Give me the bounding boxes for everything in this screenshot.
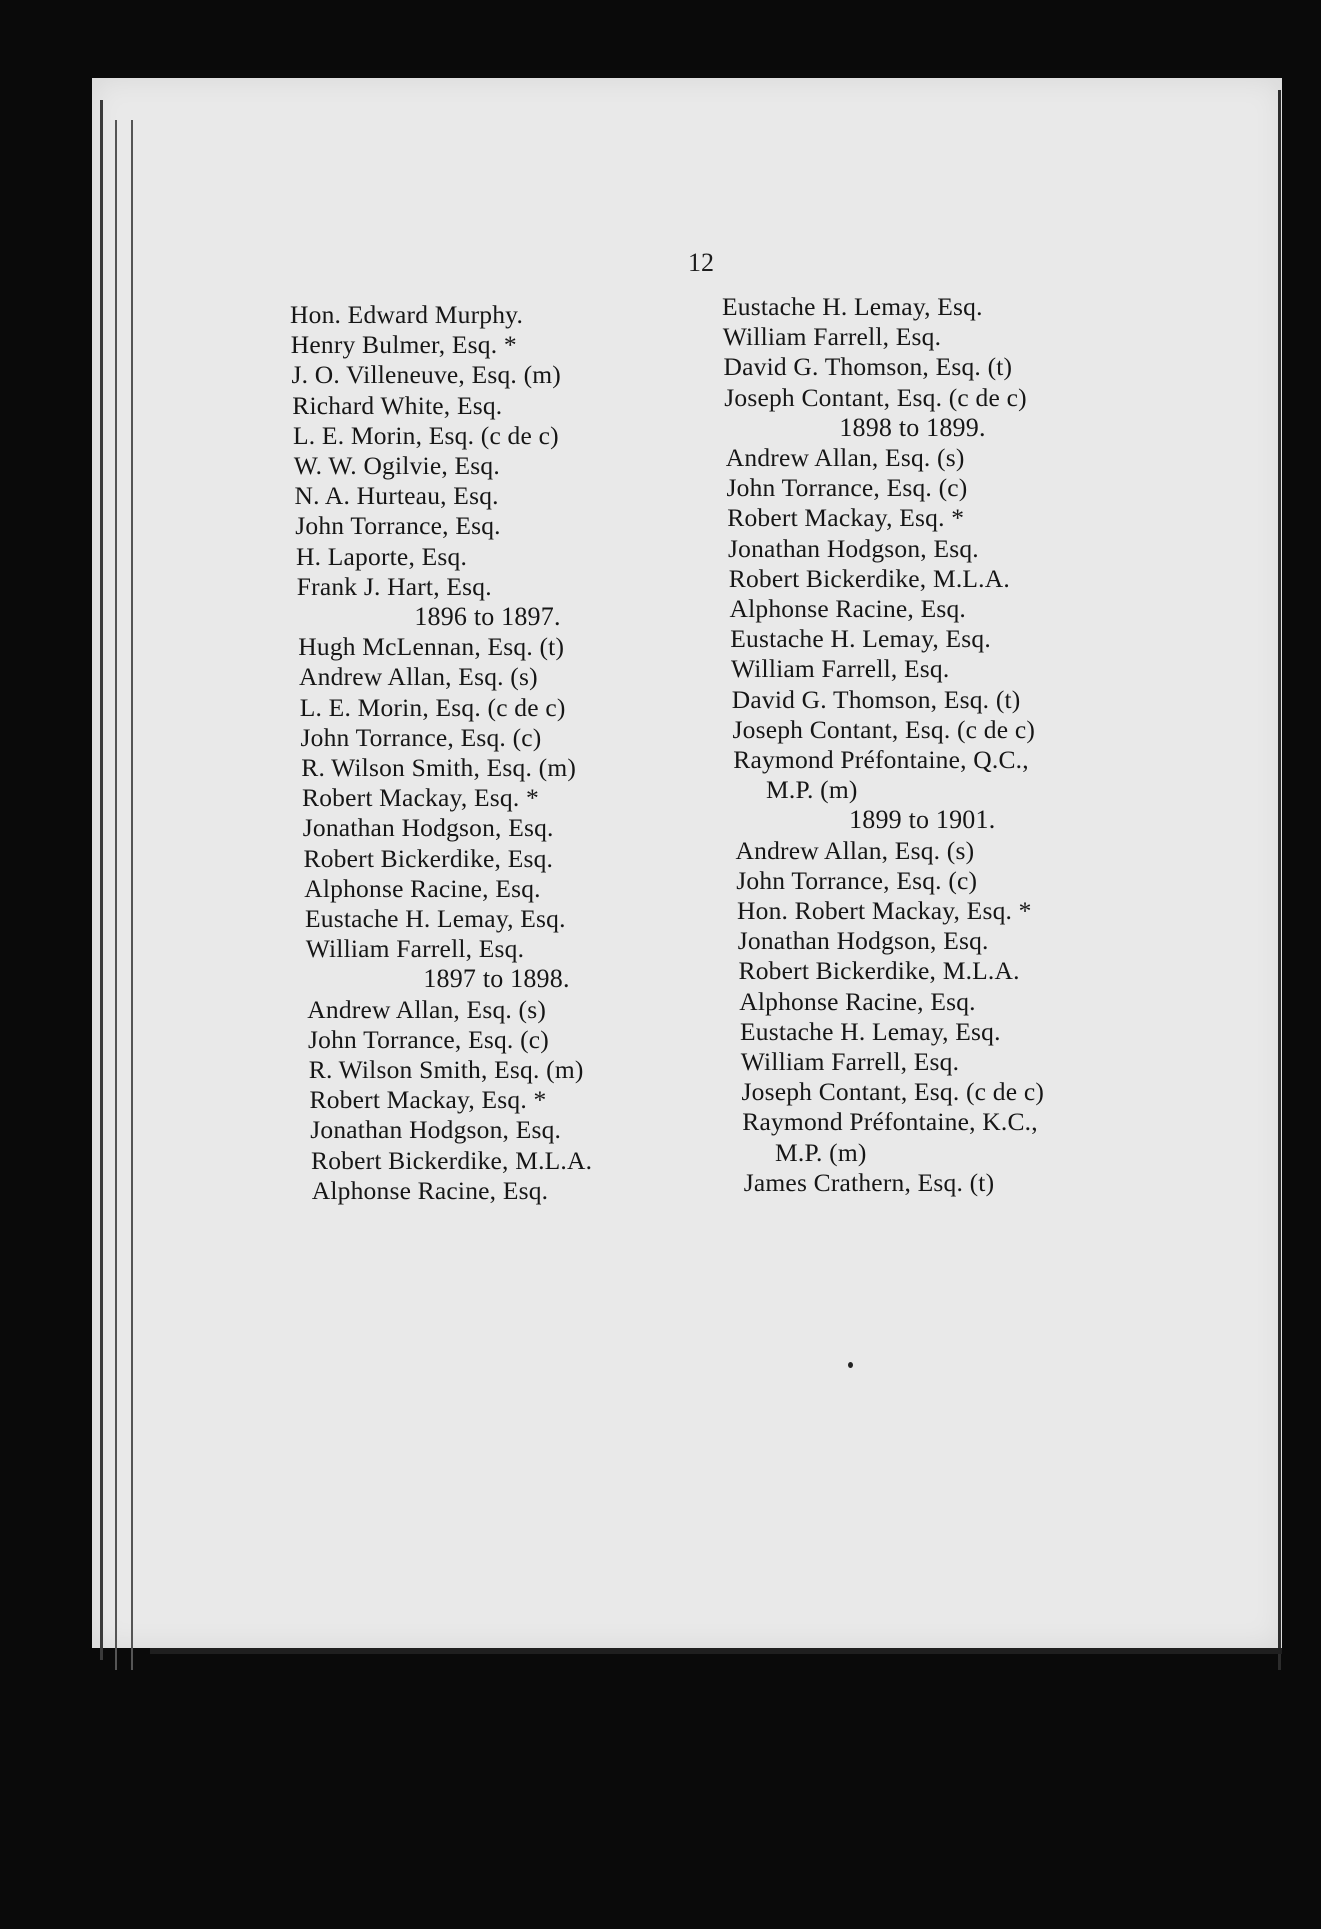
year-heading: 1899 to 1901. <box>849 805 996 835</box>
member-entry: R. Wilson Smith, Esq. (m) <box>308 1055 584 1085</box>
member-entry: Eustache H. Lemay, Esq. <box>305 904 566 934</box>
page-bottom-edge <box>150 1648 1282 1654</box>
member-entry: Jonathan Hodgson, Esq. <box>737 926 989 956</box>
member-entry: Jonathan Hodgson, Esq. <box>728 533 979 563</box>
member-entry: John Torrance, Esq. (c) <box>736 865 978 895</box>
member-entry: Andrew Allan, Esq. (s) <box>725 443 965 473</box>
member-entry: David G. Thomson, Esq. (t) <box>723 352 1013 382</box>
member-entry: Frank J. Hart, Esq. <box>296 571 492 601</box>
member-entry: Robert Bickerdike, M.L.A. <box>311 1145 593 1175</box>
member-entry: William Farrell, Esq. <box>722 322 942 352</box>
right-column <box>722 292 1192 1198</box>
member-entry: J. O. Villeneuve, Esq. (m) <box>291 360 561 390</box>
member-entry: James Crathern, Esq. (t) <box>743 1167 995 1197</box>
member-entry: John Torrance, Esq. <box>295 511 501 541</box>
member-entry: Alphonse Racine, Esq. <box>304 873 541 903</box>
member-entry: Jonathan Hodgson, Esq. <box>302 813 554 843</box>
member-entry: Hon. Robert Mackay, Esq. * <box>737 896 1032 926</box>
year-heading: 1897 to 1898. <box>423 964 570 994</box>
ink-dot <box>848 1362 853 1368</box>
member-entry: Eustache H. Lemay, Esq. <box>740 1016 1001 1046</box>
entry-continuation: M.P. (m) <box>775 1137 867 1167</box>
member-entry: Jonathan Hodgson, Esq. <box>310 1115 562 1145</box>
member-entry: Hugh McLennan, Esq. (t) <box>298 632 565 662</box>
member-entry: N. A. Hurteau, Esq. <box>294 481 499 511</box>
member-entry: William Farrell, Esq. <box>731 654 950 684</box>
member-entry: Robert Bickerdike, M.L.A. <box>728 563 1010 593</box>
member-entry: L. E. Morin, Esq. (c de c) <box>293 420 559 450</box>
member-entry: Alphonse Racine, Esq. <box>729 594 966 624</box>
member-entry: William Farrell, Esq. <box>740 1047 960 1077</box>
member-entry: Andrew Allan, Esq. (s) <box>307 994 547 1024</box>
entry-continuation: M.P. (m) <box>766 775 858 805</box>
member-entry: Alphonse Racine, Esq. <box>311 1175 549 1205</box>
member-entry: Joseph Contant, Esq. (c de c) <box>732 714 1036 744</box>
member-entry: Robert Mackay, Esq. * <box>727 503 965 533</box>
member-entry: Henry Bulmer, Esq. * <box>290 330 517 360</box>
member-entry: John Torrance, Esq. (c) <box>300 722 542 752</box>
member-entry: Robert Bickerdike, Esq. <box>303 843 554 873</box>
page-number: 12 <box>688 248 714 277</box>
member-entry: Robert Bickerdike, M.L.A. <box>738 956 1020 986</box>
member-entry: Raymond Préfontaine, K.C., <box>742 1107 1038 1137</box>
member-entry: Joseph Contant, Esq. (c de c) <box>724 382 1027 412</box>
member-entry: John Torrance, Esq. (c) <box>726 473 968 503</box>
member-entry: H. Laporte, Esq. <box>296 541 468 571</box>
member-entry: Robert Mackay, Esq. * <box>309 1085 547 1115</box>
member-entry: Hon. Edward Murphy. <box>290 300 524 329</box>
member-entry: Eustache H. Lemay, Esq. <box>722 292 983 321</box>
year-heading: 1896 to 1897. <box>414 602 561 632</box>
stacked-page-edges <box>100 100 173 1660</box>
left-column <box>290 300 710 1206</box>
member-entry: David G. Thomson, Esq. (t) <box>731 684 1021 714</box>
member-entry: Raymond Préfontaine, Q.C., <box>733 745 1029 775</box>
member-entry: Robert Mackay, Esq. * <box>302 783 539 813</box>
member-entry: Alphonse Racine, Esq. <box>739 986 976 1016</box>
member-entry: Joseph Contant, Esq. (c de c) <box>741 1077 1045 1107</box>
member-entry: John Torrance, Esq. (c) <box>308 1024 549 1054</box>
page-gutter-line <box>1278 90 1281 1670</box>
member-entry: William Farrell, Esq. <box>305 934 525 964</box>
member-entry: L. E. Morin, Esq. (c de c) <box>299 692 566 722</box>
member-entry: Andrew Allan, Esq. (s) <box>735 835 975 865</box>
member-entry: Eustache H. Lemay, Esq. <box>730 624 991 654</box>
member-entry: Andrew Allan, Esq. (s) <box>299 662 538 692</box>
year-heading: 1898 to 1899. <box>839 412 986 442</box>
member-entry: Richard White, Esq. <box>292 390 503 420</box>
member-entry: R. Wilson Smith, Esq. (m) <box>301 753 577 783</box>
member-entry: W. W. Ogilvie, Esq. <box>293 451 500 481</box>
